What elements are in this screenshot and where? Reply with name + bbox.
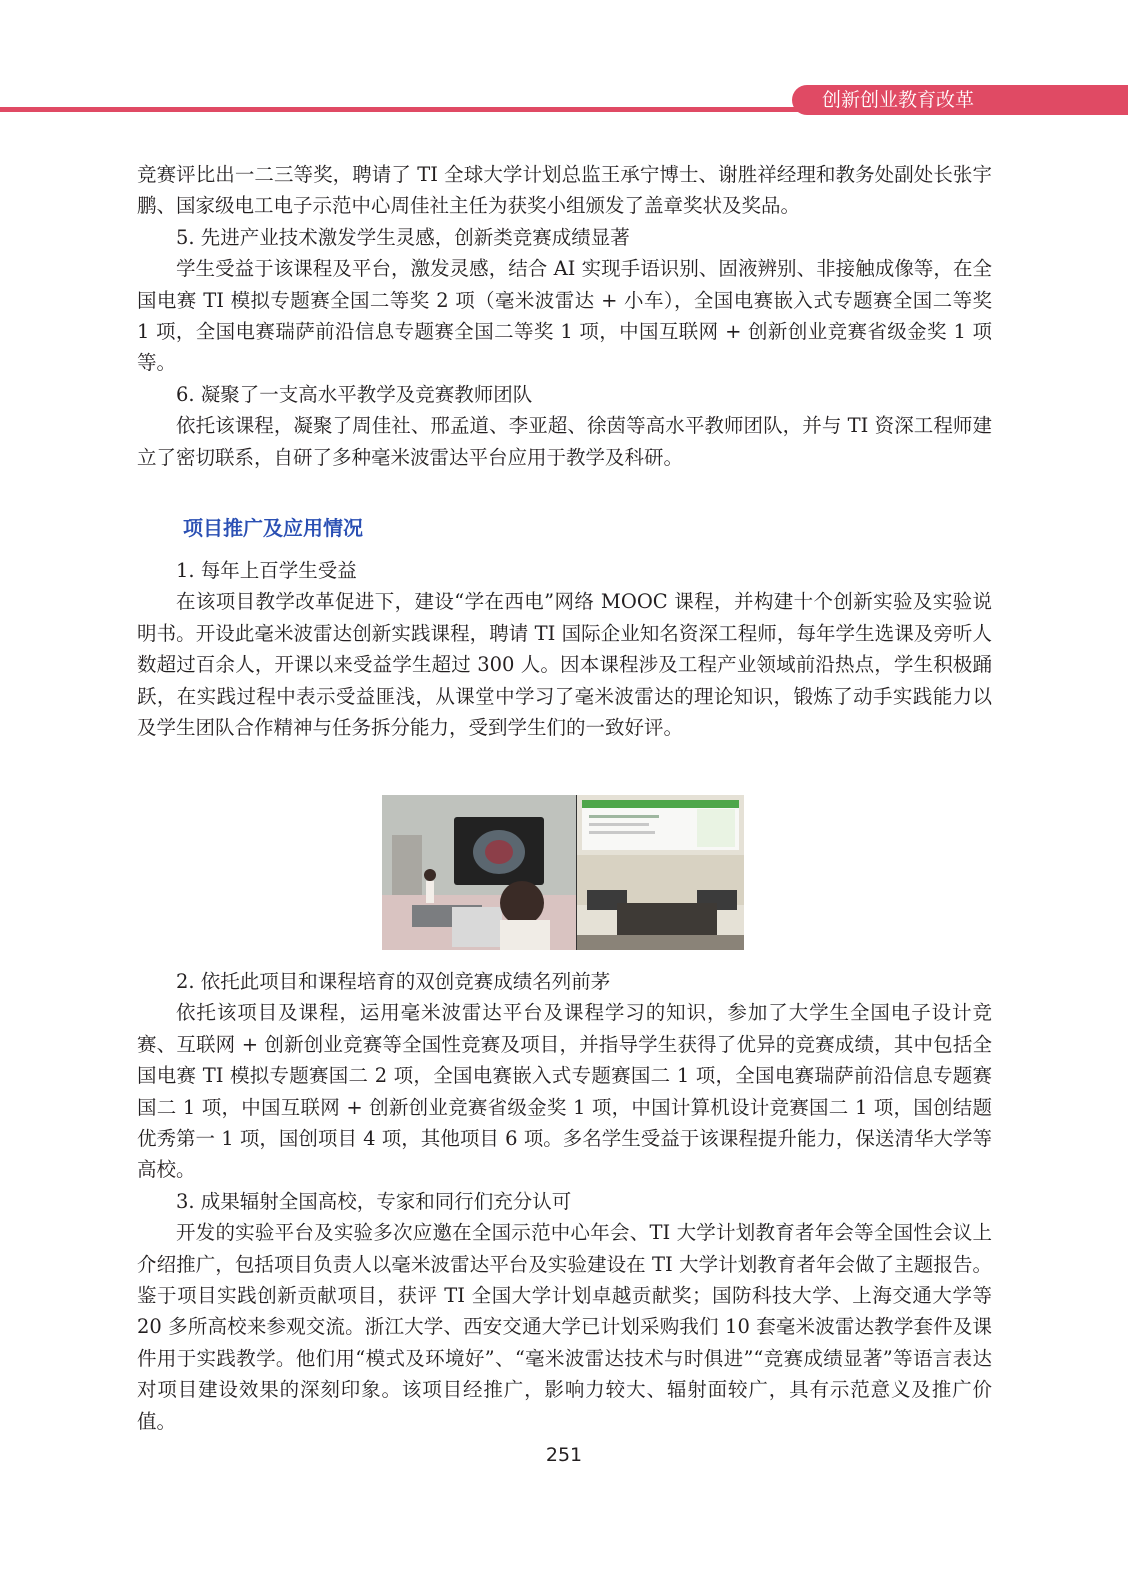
- paragraph: 开发的实验平台及实验多次应邀在全国示范中心年会、TI 大学计划教育者年会等全国性会议上介绍推广，包括项目负责人以毫米波雷达平台及实验建设在 TI 大学计划教育者年会做了主题报告。鉴于项目实践创新贡献项目，获评 TI 全国大学计划卓越贡献奖；国防科技大学、上海交通大学等 20 多所高校来参观交流。浙江大学、西安交通大学已计划采购我们 10 套毫米波雷达教学套件及课件用于实践教学。他们用“模式及环境好”、“毫米波雷达技术与时俱进”“竞赛成绩显著”等语言表达对项目建设效果的深刻印象。该项目经推广，影响力较大、辐射面较广，具有示范意义及推广价值。: [137, 1221, 992, 1433]
- text-block-bottom: [137, 966, 992, 1437]
- text-block-middle: [137, 555, 992, 743]
- paragraph: 学生受益于该课程及平台，激发灵感，结合 AI 实现手语识别、固液辨别、非接触成像等，在全国电赛 TI 模拟专题赛全国二等奖 2 项（毫米波雷达 + 小车），全国电赛嵌入式专题赛全国二等奖 1 项，全国电赛瑞萨前沿信息专题赛全国二等奖 1 项，中国互联网 + 创新创业竞赛省级金奖 1 项等。: [137, 257, 992, 375]
- paragraph: 依托该课程，凝聚了周佳社、邢孟道、李亚超、徐茵等高水平教师团队，并与 TI 资深工程师建立了密切联系，自研了多种毫米波雷达平台应用于教学及科研。: [137, 414, 992, 469]
- paragraph: 6. 凝聚了一支高水平教学及竞赛教师团队: [176, 382, 533, 406]
- paragraph: 3. 成果辐射全国高校，专家和同行们充分认可: [176, 1189, 572, 1213]
- section-label: 创新创业教育改革: [792, 85, 1128, 115]
- paragraph: 竞赛评比出一二三等奖，聘请了 TI 全球大学计划总监王承宁博士、谢胜祥经理和教务处副处长张宇鹏、国家级电工电子示范中心周佳社主任为获奖小组颁发了盖章奖状及奖品。: [137, 163, 992, 218]
- paragraph: 在该项目教学改革促进下，建设“学在西电”网络 MOOC 课程，并构建十个创新实验及实验说明书。开设此毫米波雷达创新实践课程，聘请 TI 国际企业知名资深工程师，每年学生选课及旁听人数超过百余人，开课以来受益学生超过 300 人。因本课程涉及工程产业领域前沿热点，学生积极踊跃，在实践过程中表示受益匪浅，从课堂中学习了毫米波雷达的理论知识，锻炼了动手实践能力以及学生团队合作精神与任务拆分能力，受到学生们的一致好评。: [137, 590, 992, 740]
- page-number: 251: [545, 1444, 583, 1466]
- paragraph: 2. 依托此项目和课程培育的双创竞赛成绩名列前茅: [176, 970, 611, 993]
- paragraph: 依托该项目及课程，运用毫米波雷达平台及课程学习的知识，参加了大学生全国电子设计竞赛、互联网 + 创新创业竞赛等全国性竞赛及项目，并指导学生获得了优异的竞赛成绩，其中包括全国电赛 TI 模拟专题赛国二 2 项，全国电赛嵌入式专题赛国二 1 项，全国电赛瑞萨前沿信息专题赛国二 1 项，中国互联网 + 创新创业竞赛省级金奖 1 项，中国计算机设计竞赛国二 1 项，国创结题优秀第一 1 项，国创项目 4 项，其他项目 6 项。多名学生受益于该课程提升能力，保送清华大学等高校。: [137, 1001, 992, 1182]
- group-photo: [577, 795, 744, 950]
- section-heading: 项目推广及应用情况: [183, 516, 363, 540]
- photo-strip: [382, 795, 744, 950]
- paragraph: 1. 每年上百学生受益: [176, 559, 357, 582]
- text-block-top: [137, 159, 992, 473]
- paragraph: 5. 先进产业技术激发学生灵感，创新类竞赛成绩显著: [176, 225, 630, 249]
- classroom-photo: [382, 795, 576, 950]
